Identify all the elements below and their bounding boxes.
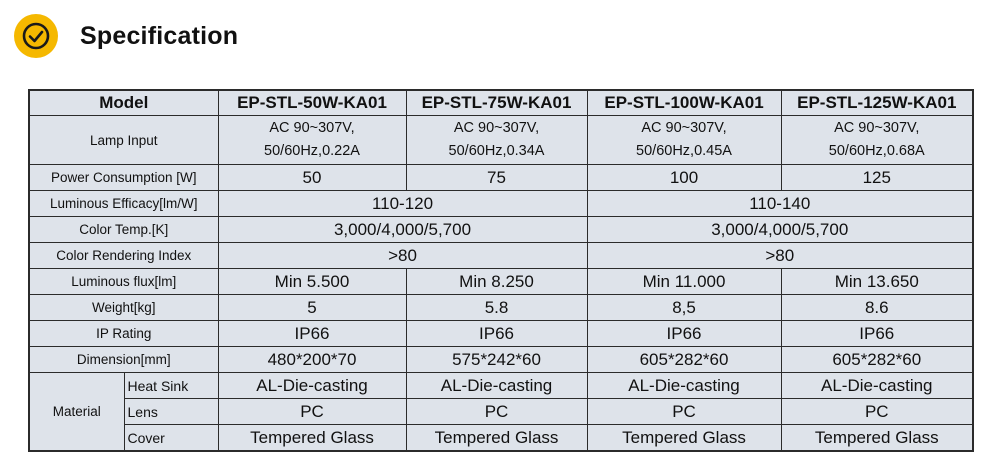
table-cell: IP66 xyxy=(781,321,973,347)
table-cell: Min 13.650 xyxy=(781,269,973,295)
sub-row-label: Heat Sink xyxy=(124,373,218,399)
sub-row-label: Lens xyxy=(124,399,218,425)
table-cell: PC xyxy=(218,399,406,425)
row-label: Color Temp.[K] xyxy=(29,217,218,243)
column-header: EP-STL-125W-KA01 xyxy=(781,90,973,116)
column-header: EP-STL-50W-KA01 xyxy=(218,90,406,116)
row-label: Color Rendering Index xyxy=(29,243,218,269)
row-label: Weight[kg] xyxy=(29,295,218,321)
table-row xyxy=(29,321,973,347)
table-cell: 3,000/4,000/5,700 xyxy=(218,217,587,243)
table-cell: 5 xyxy=(218,295,406,321)
table-row xyxy=(29,347,973,373)
table-cell: PC xyxy=(587,399,781,425)
row-label: Luminous Efficacy[lm/W] xyxy=(29,191,218,217)
table-cell: 8,5 xyxy=(587,295,781,321)
table-cell: AL-Die-casting xyxy=(781,373,973,399)
table-cell: AL-Die-casting xyxy=(218,373,406,399)
table-cell: 75 xyxy=(406,165,587,191)
table-cell: 5.8 xyxy=(406,295,587,321)
table-cell: IP66 xyxy=(406,321,587,347)
table-cell: AL-Die-casting xyxy=(406,373,587,399)
table-cell: AC 90~307V, 50/60Hz,0.68A xyxy=(781,116,973,165)
row-label: Lamp Input xyxy=(29,116,218,165)
column-header: EP-STL-100W-KA01 xyxy=(587,90,781,116)
table-row xyxy=(29,116,973,165)
section-header xyxy=(14,12,238,60)
table-cell: Tempered Glass xyxy=(781,425,973,452)
table-cell: PC xyxy=(406,399,587,425)
table-cell: IP66 xyxy=(218,321,406,347)
column-header: EP-STL-75W-KA01 xyxy=(406,90,587,116)
table-cell: AL-Die-casting xyxy=(587,373,781,399)
table-cell: 100 xyxy=(587,165,781,191)
table-cell: IP66 xyxy=(587,321,781,347)
table-row xyxy=(29,243,973,269)
page-title: Specification xyxy=(80,21,239,50)
table-cell: Tempered Glass xyxy=(406,425,587,452)
table-cell: Tempered Glass xyxy=(218,425,406,452)
table-row xyxy=(29,399,973,425)
table-cell: Min 11.000 xyxy=(587,269,781,295)
row-label: Material xyxy=(29,373,124,452)
table-row xyxy=(29,165,973,191)
table-cell: 110-120 xyxy=(218,191,587,217)
table-cell: Min 8.250 xyxy=(406,269,587,295)
sub-row-label: Cover xyxy=(124,425,218,452)
table-row xyxy=(29,217,973,243)
table-cell: Tempered Glass xyxy=(587,425,781,452)
table-cell: 575*242*60 xyxy=(406,347,587,373)
table-cell: 605*282*60 xyxy=(781,347,973,373)
table-cell: 110-140 xyxy=(587,191,973,217)
table-cell: Min 5.500 xyxy=(218,269,406,295)
table-cell: 480*200*70 xyxy=(218,347,406,373)
table-cell: AC 90~307V, 50/60Hz,0.22A xyxy=(218,116,406,165)
check-circle-icon xyxy=(14,14,58,58)
specification-table xyxy=(28,89,974,452)
table-row xyxy=(29,295,973,321)
table-cell: 3,000/4,000/5,700 xyxy=(587,217,973,243)
row-label: Power Consumption [W] xyxy=(29,165,218,191)
table-row xyxy=(29,373,973,399)
table-row xyxy=(29,191,973,217)
table-row xyxy=(29,425,973,452)
table-cell: AC 90~307V, 50/60Hz,0.45A xyxy=(587,116,781,165)
row-label: Dimension[mm] xyxy=(29,347,218,373)
column-header: Model xyxy=(29,90,218,116)
table-cell: >80 xyxy=(218,243,587,269)
table-cell: 605*282*60 xyxy=(587,347,781,373)
table-cell: 125 xyxy=(781,165,973,191)
table-cell: AC 90~307V, 50/60Hz,0.34A xyxy=(406,116,587,165)
table-cell: >80 xyxy=(587,243,973,269)
table-cell: PC xyxy=(781,399,973,425)
table-cell: 8.6 xyxy=(781,295,973,321)
row-label: IP Rating xyxy=(29,321,218,347)
table-cell: 50 xyxy=(218,165,406,191)
row-label: Luminous flux[lm] xyxy=(29,269,218,295)
table-row xyxy=(29,269,973,295)
table-header-row xyxy=(29,90,973,116)
